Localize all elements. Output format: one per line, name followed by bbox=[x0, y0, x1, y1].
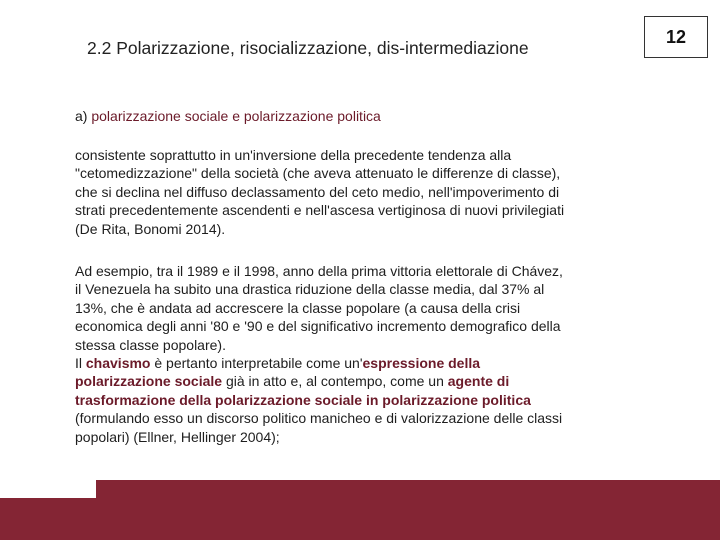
paragraph-line bbox=[75, 354, 635, 372]
page-number-badge bbox=[644, 16, 708, 58]
paragraph-line: "cetomedizzazione" della società (che aveva attenuato le differenze di classe), bbox=[75, 165, 561, 182]
text-run: già in atto e, al contempo, come un bbox=[222, 373, 448, 390]
highlight-chavismo: chavismo bbox=[85, 355, 151, 372]
highlight-agent: agente di bbox=[447, 373, 510, 390]
section-prefix: a) bbox=[75, 108, 92, 124]
paragraph-line: (De Rita, Bonomi 2014). bbox=[75, 220, 226, 237]
paragraph-line: economica degli anni '80 e '90 e del significativo incremento demografico della bbox=[75, 318, 561, 335]
text-run: Il bbox=[75, 355, 86, 372]
paragraph-line: 13%, che è andata ad accrescere la classe popolare (a causa della crisi bbox=[75, 299, 521, 316]
paragraph-line: il Venezuela ha subito una drastica riduzione della classe media, dal 37% al bbox=[75, 281, 545, 298]
highlight-social-polarization: polarizzazione sociale bbox=[75, 373, 223, 390]
slide-title: 2.2 Polarizzazione, risocializzazione, dis-intermediazione bbox=[87, 38, 529, 58]
paragraph-line bbox=[75, 372, 635, 390]
paragraph-line: (formulando esso un discorso politico manicheo e di valorizzazione delle classi bbox=[75, 410, 563, 427]
highlight-expression: espressione della bbox=[362, 355, 481, 372]
page-number: 12 bbox=[665, 26, 687, 47]
paragraph-venezuela-example bbox=[75, 262, 635, 446]
paragraph-inversion bbox=[75, 146, 635, 238]
paragraph-line bbox=[75, 391, 635, 409]
footer-band-left bbox=[0, 498, 96, 540]
text-run: è pertanto interpretabile come un' bbox=[150, 355, 363, 372]
footer-band bbox=[96, 480, 720, 540]
paragraph-line: Ad esempio, tra il 1989 e il 1998, anno della prima vittoria elettorale di Chávez, bbox=[75, 263, 563, 279]
paragraph-line: strati precedentemente ascendenti e nell'ascesa vertiginosa di nuovi privilegiati bbox=[75, 202, 565, 219]
paragraph-line: popolari) (Ellner, Hellinger 2004); bbox=[75, 428, 280, 445]
paragraph-line: consistente soprattutto in un'inversione della precedente tendenza alla bbox=[75, 147, 512, 163]
paragraph-line: stessa classe popolare). bbox=[75, 336, 226, 353]
section-heading-text: polarizzazione sociale e polarizzazione politica bbox=[91, 108, 381, 124]
paragraph-line: che si declina nel diffuso declassamento del ceto medio, nell'impoverimento di bbox=[75, 183, 560, 200]
highlight-transformation: trasformazione della polarizzazione sociale in polarizzazione politica bbox=[75, 391, 531, 408]
section-heading bbox=[75, 107, 635, 125]
